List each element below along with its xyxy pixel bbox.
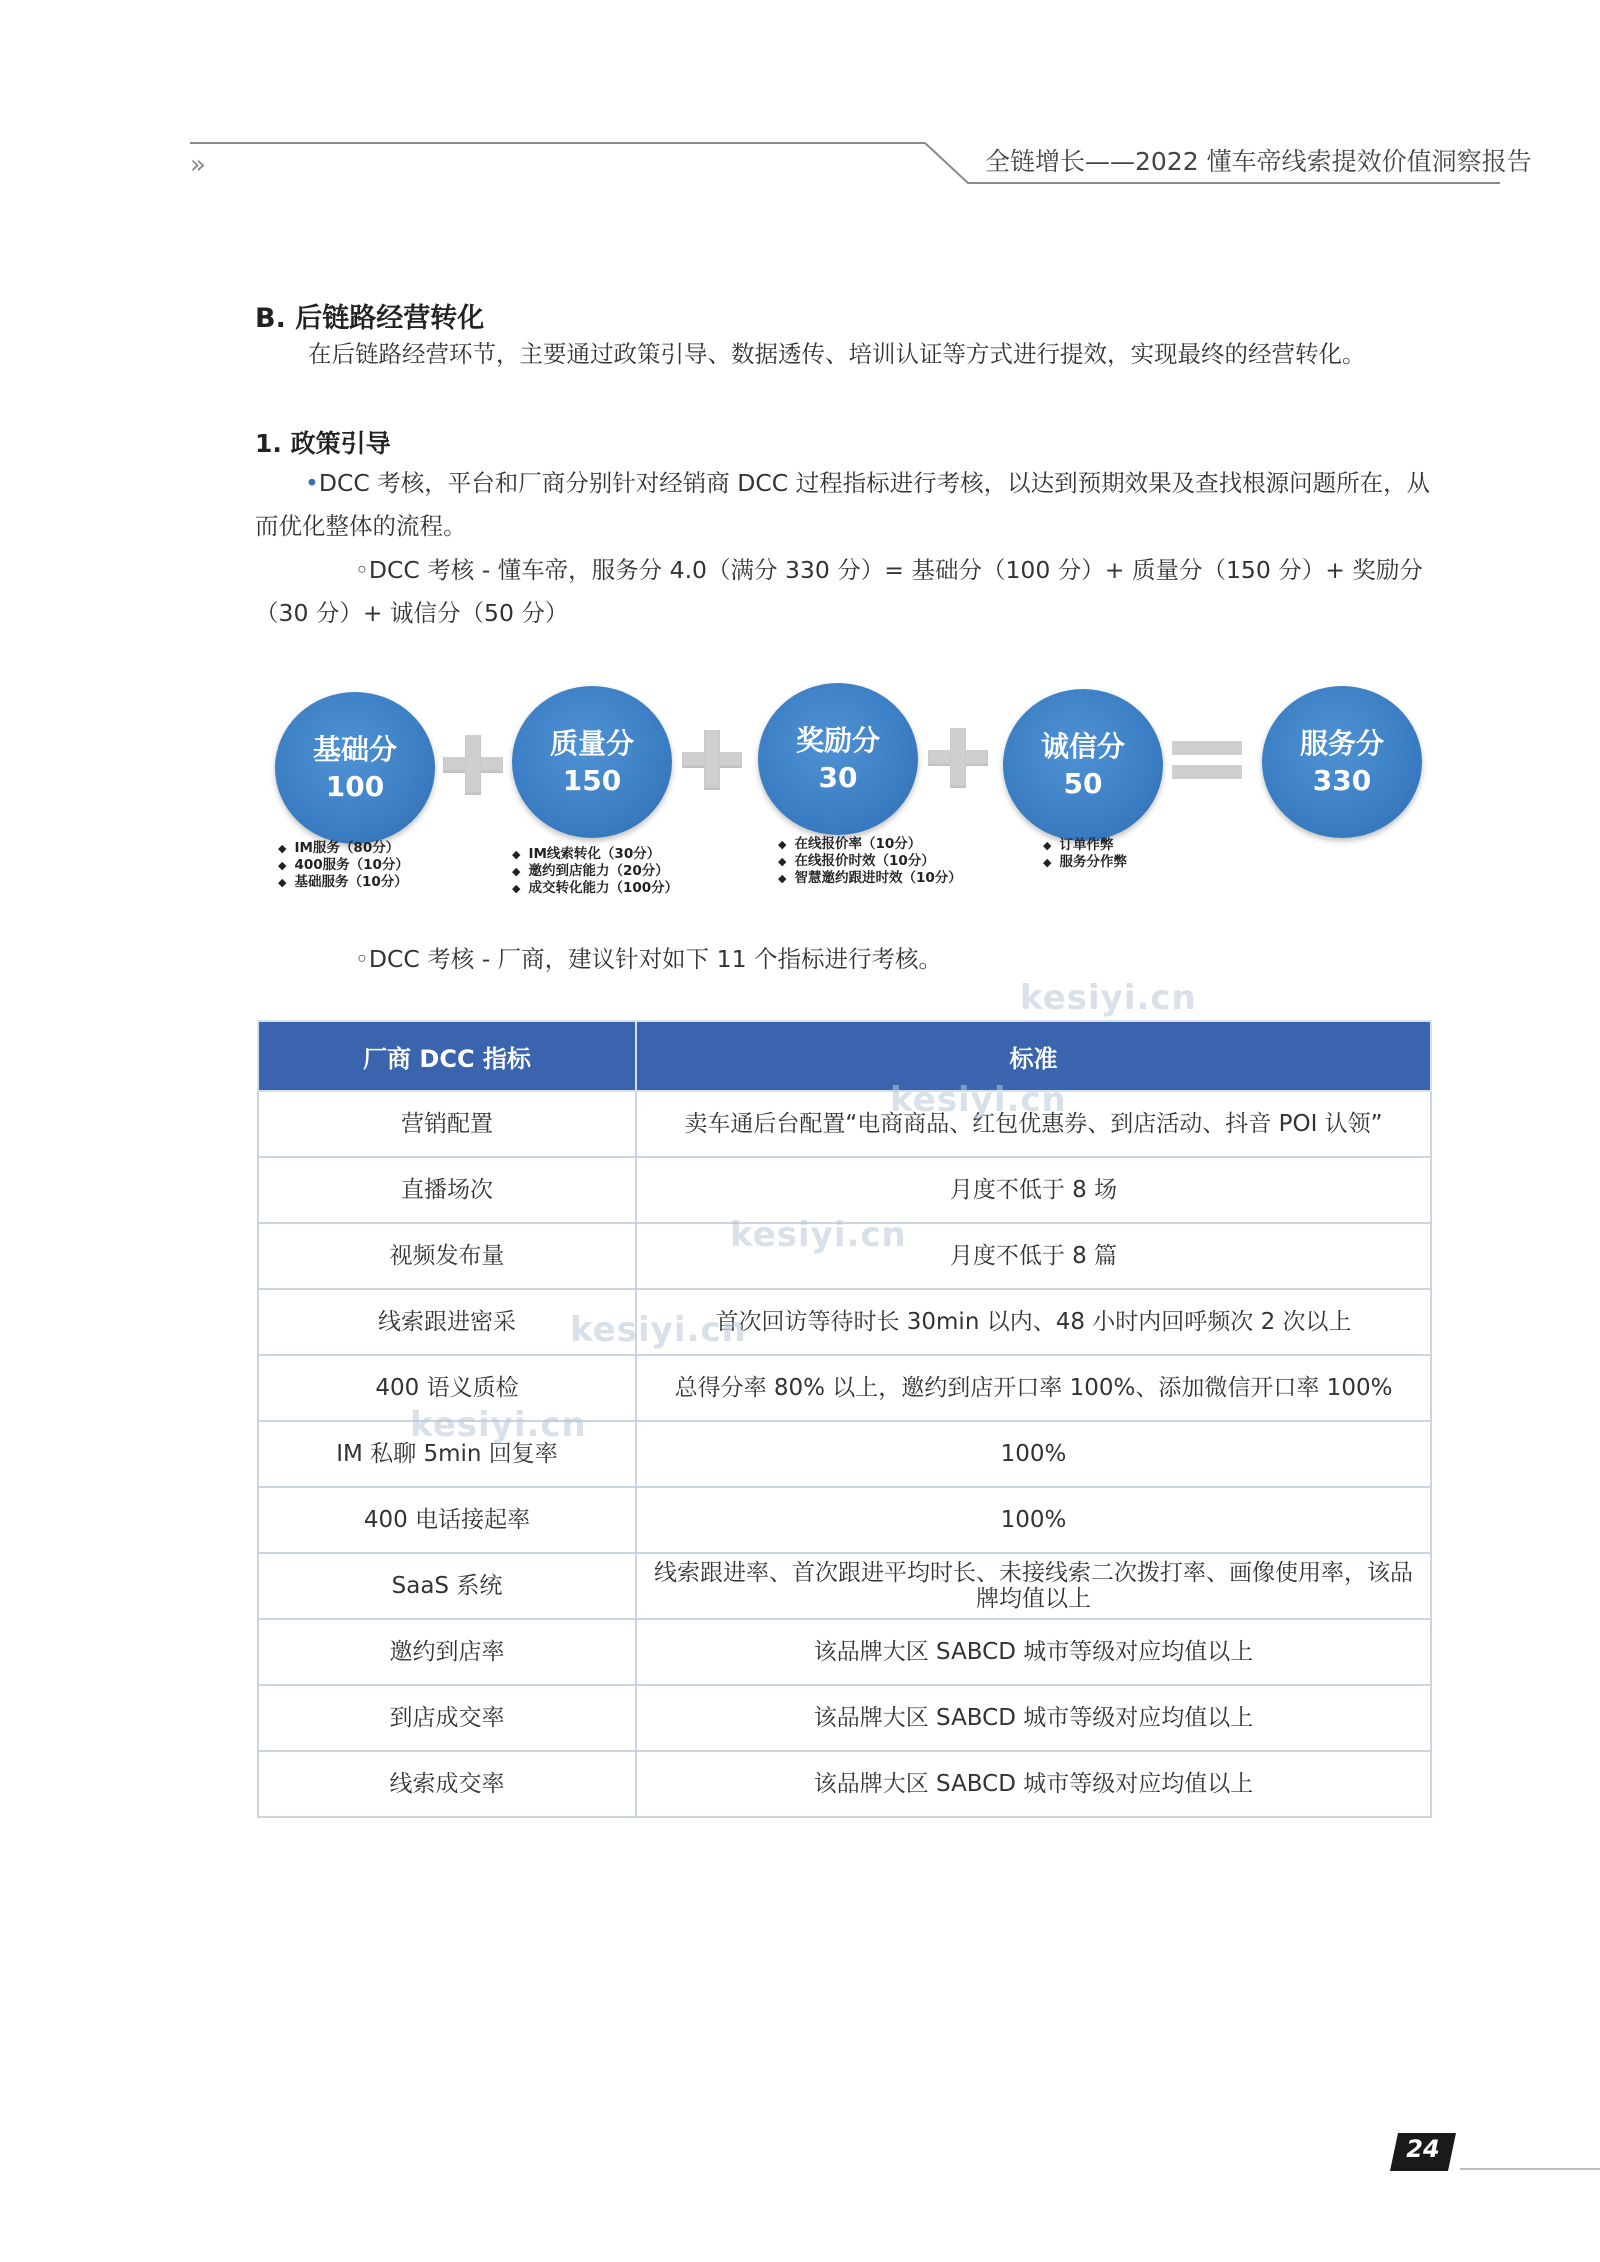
diamond-bullet-icon: ◆ bbox=[1043, 839, 1052, 852]
table-header-row bbox=[258, 1021, 1431, 1091]
diamond-bullet-icon: ◆ bbox=[778, 855, 787, 868]
plus-icon bbox=[443, 735, 503, 795]
metric-cell: 营销配置 bbox=[258, 1091, 636, 1157]
standard-cell: 该品牌大区 SABCD 城市等级对应均值以上 bbox=[636, 1619, 1431, 1685]
plus-icon bbox=[682, 730, 742, 790]
circle-integrity-score: 50 bbox=[1063, 767, 1103, 800]
section-title: B. 后链路经营转化 bbox=[255, 303, 485, 334]
bullet-dcc-overview bbox=[255, 462, 1435, 548]
page-number: 24 bbox=[1406, 2135, 1440, 2163]
diamond-bullet-icon: ◆ bbox=[1043, 856, 1052, 869]
table-row bbox=[258, 1157, 1431, 1223]
circle-quality-score: 150 bbox=[562, 764, 622, 797]
list-item: ◆ 基础服务（10分） bbox=[278, 874, 408, 890]
metric-cell: IM 私聊 5min 回复率 bbox=[258, 1421, 636, 1487]
list-item: ◆ IM线索转化（30分） bbox=[512, 846, 661, 862]
basic-items bbox=[278, 840, 409, 891]
list-item: ◆ IM服务（80分） bbox=[278, 840, 400, 856]
metric-cell: 线索跟进密采 bbox=[258, 1289, 636, 1355]
bullet-dcc-dongchedi: ◦DCC 考核 - 懂车帝，服务分 4.0（满分 330 分）= 基础分（100 分）+ 质量分（150 分）+ 奖励分（30 分）+ 诚信分（50 分） bbox=[255, 556, 1423, 627]
list-item: ◆ 在线报价率（10分） bbox=[778, 836, 922, 852]
list-item: ◆ 邀约到店能力（20分） bbox=[512, 863, 669, 879]
footer-rule bbox=[1460, 2168, 1600, 2170]
standard-cell: 该品牌大区 SABCD 城市等级对应均值以上 bbox=[636, 1751, 1431, 1817]
bullet-dot-icon: • bbox=[305, 469, 319, 497]
list-item: ◆ 智慧邀约跟进时效（10分） bbox=[778, 870, 962, 886]
circle-service-total bbox=[1262, 686, 1422, 838]
standard-cell: 该品牌大区 SABCD 城市等级对应均值以上 bbox=[636, 1685, 1431, 1751]
standard-cell: 100% bbox=[636, 1421, 1431, 1487]
list-item: ◆ 服务分作弊 bbox=[1043, 854, 1127, 870]
quality-items bbox=[512, 846, 678, 897]
circle-basic-name: 基础分 bbox=[312, 733, 397, 766]
table-row bbox=[258, 1289, 1431, 1355]
reward-items bbox=[778, 836, 962, 887]
diamond-bullet-icon: ◆ bbox=[512, 848, 521, 861]
header-title: 全链增长——2022 懂车帝线索提效价值洞察报告 bbox=[985, 147, 1532, 176]
diamond-bullet-icon: ◆ bbox=[512, 882, 521, 895]
table-row bbox=[258, 1553, 1431, 1619]
metric-cell: 400 电话接起率 bbox=[258, 1487, 636, 1553]
metric-cell: 到店成交率 bbox=[258, 1685, 636, 1751]
circle-reward-name: 奖励分 bbox=[795, 724, 880, 757]
circle-service-score: 330 bbox=[1312, 764, 1372, 797]
bullet-dcc-oem: ◦DCC 考核 - 厂商，建议针对如下 11 个指标进行考核。 bbox=[355, 945, 943, 973]
diamond-bullet-icon: ◆ bbox=[278, 842, 287, 855]
watermark: kesiyi.cn bbox=[1020, 978, 1197, 1018]
section-intro: 在后链路经营环节，主要通过政策引导、数据透传、培训认证等方式进行提效，实现最终的经营转化。 bbox=[308, 340, 1366, 368]
circle-basic bbox=[275, 692, 435, 844]
list-item: ◆ 订单作弊 bbox=[1043, 837, 1114, 853]
standard-cell: 月度不低于 8 场 bbox=[636, 1157, 1431, 1223]
list-item: ◆ 在线报价时效（10分） bbox=[778, 853, 935, 869]
circle-reward bbox=[758, 683, 918, 835]
watermark: kesiyi.cn bbox=[570, 1310, 747, 1350]
subsection-title: 1. 政策引导 bbox=[255, 429, 391, 458]
diamond-bullet-icon: ◆ bbox=[512, 865, 521, 878]
metric-cell: 400 语义质检 bbox=[258, 1355, 636, 1421]
circle-integrity-name: 诚信分 bbox=[1040, 730, 1125, 763]
watermark: kesiyi.cn bbox=[890, 1080, 1067, 1120]
bullet-dcc-overview-text: DCC 考核，平台和厂商分别针对经销商 DCC 过程指标进行考核，以达到预期效果及查找根源问题所在，从而优化整体的流程。 bbox=[255, 469, 1431, 540]
table-row bbox=[258, 1619, 1431, 1685]
standard-cell: 卖车通后台配置“电商商品、红包优惠券、到店活动、抖音 POI 认领” bbox=[636, 1091, 1431, 1157]
diamond-bullet-icon: ◆ bbox=[278, 859, 287, 872]
metric-cell: 视频发布量 bbox=[258, 1223, 636, 1289]
circle-quality-name: 质量分 bbox=[549, 727, 634, 760]
metric-cell: 邀约到店率 bbox=[258, 1619, 636, 1685]
metric-cell: SaaS 系统 bbox=[258, 1553, 636, 1619]
standard-cell: 线索跟进率、首次跟进平均时长、未接线索二次拨打率、画像使用率，该品牌均值以上 bbox=[636, 1553, 1431, 1619]
circle-basic-score: 100 bbox=[325, 770, 385, 803]
plus-icon bbox=[928, 728, 988, 788]
table-row bbox=[258, 1091, 1431, 1157]
circle-quality bbox=[512, 686, 672, 838]
header-standard: 标准 bbox=[636, 1021, 1431, 1091]
diamond-bullet-icon: ◆ bbox=[778, 872, 787, 885]
standard-cell: 首次回访等待时长 30min 以内、48 小时内回呼频次 2 次以上 bbox=[636, 1289, 1431, 1355]
list-item: ◆ 400服务（10分） bbox=[278, 857, 409, 873]
circle-reward-score: 30 bbox=[818, 761, 858, 794]
header-metric: 厂商 DCC 指标 bbox=[258, 1021, 636, 1091]
standard-cell: 月度不低于 8 篇 bbox=[636, 1223, 1431, 1289]
standard-cell: 总得分率 80% 以上，邀约到店开口率 100%、添加微信开口率 100% bbox=[636, 1355, 1431, 1421]
metric-cell: 线索成交率 bbox=[258, 1751, 636, 1817]
chevron-icon: » bbox=[190, 150, 202, 180]
standard-cell: 100% bbox=[636, 1487, 1431, 1553]
table-row bbox=[258, 1685, 1431, 1751]
equals-icon bbox=[1172, 741, 1242, 781]
integrity-items bbox=[1043, 837, 1127, 871]
watermark: kesiyi.cn bbox=[410, 1405, 587, 1445]
table-row bbox=[258, 1751, 1431, 1817]
diamond-bullet-icon: ◆ bbox=[278, 876, 287, 889]
circle-integrity bbox=[1003, 689, 1163, 841]
watermark: kesiyi.cn bbox=[730, 1215, 907, 1255]
list-item: ◆ 成交转化能力（100分） bbox=[512, 880, 679, 896]
circle-service-name: 服务分 bbox=[1299, 727, 1384, 760]
diamond-bullet-icon: ◆ bbox=[778, 838, 787, 851]
table-row bbox=[258, 1487, 1431, 1553]
metric-cell: 直播场次 bbox=[258, 1157, 636, 1223]
